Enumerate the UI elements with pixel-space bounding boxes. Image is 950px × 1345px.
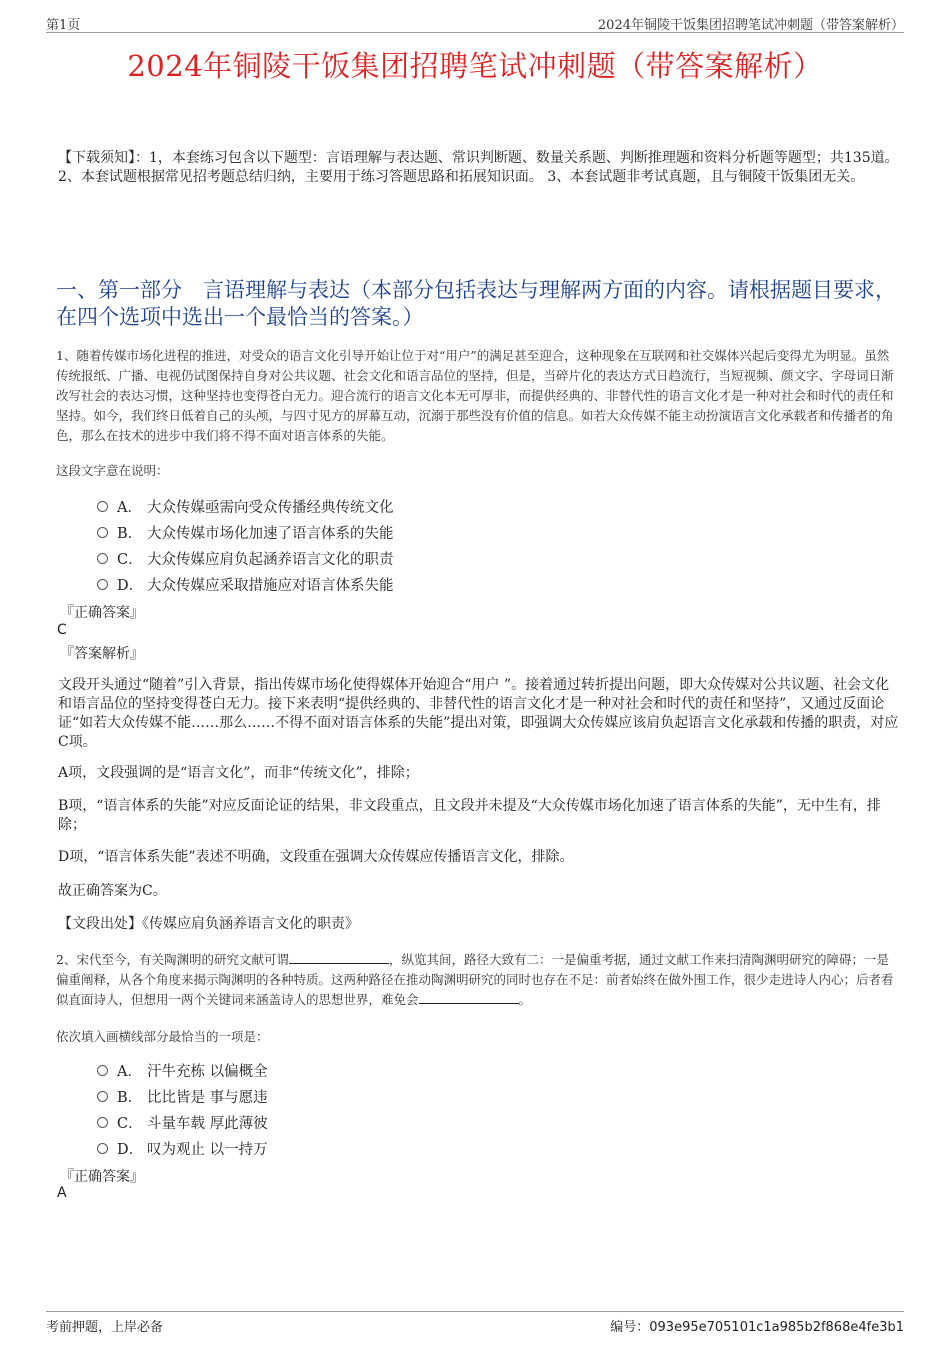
- analysis-paragraph: 文段开头通过“随着”引入背景，指出传媒市场化使得媒体开始迎合“用户 ”。接着通过转折提出问题，即大众传媒对公共议题、社会文化和语言品位的坚持变得苍白无力。接下来表明“提供经典的、非替代性的语言文化才是一种对社会和时代的责任和坚持”，又通过反面论证“如若大众传媒不能……那么……不得不面对语言体系的失能”提出对策，即强调大众传媒应该肩负起语言文化承载和传播的职责，对应C项。: [58, 677, 899, 750]
- option-d[interactable]: D． 大众传媒应采取措施应对语言体系失能: [97, 571, 394, 597]
- option-c[interactable]: C． 大众传媒应肩负起涵养语言文化的职责: [97, 545, 394, 571]
- document-code: 编号：093e95e705101c1a985b2f868e4fe3b1: [610, 1320, 904, 1335]
- section-heading: 一、第一部分 言语理解与表达（本部分包括表达与理解两方面的内容。请根据题目要求，在四个选项中选出一个最恰当的答案。）: [56, 278, 896, 329]
- option-b[interactable]: B． 比比皆是 事与愿违: [97, 1083, 268, 1109]
- analysis-label: 『答案解析』: [60, 646, 144, 662]
- fill-blank: [419, 991, 519, 1004]
- radio-icon[interactable]: [97, 553, 108, 564]
- analysis-paragraph: A项，文段强调的是“语言文化”，而非“传统文化”，排除；: [58, 765, 419, 781]
- option-b[interactable]: B． 大众传媒市场化加速了语言体系的失能: [97, 519, 394, 545]
- source-note: 【文段出处】《传媒应肩负涵养语言文化的职责》: [58, 916, 359, 932]
- download-notice: 【下载须知】：1，本套练习包含以下题型：言语理解与表达题、常识判断题、数量关系题、判断推理题和资料分析题等题型；共135道。 2、本套试题根据常见招考题总结归纳，主要用于练习答题思路和拓展知识面。 3、本套试题非考试真题，且与铜陵干饭集团无关。: [58, 150, 899, 185]
- radio-icon[interactable]: [97, 1143, 108, 1154]
- answer-value: A: [57, 1185, 67, 1201]
- radio-icon[interactable]: [97, 527, 108, 538]
- answer-label: 『正确答案』: [60, 605, 144, 621]
- option-c[interactable]: C． 斗量车载 厚此薄彼: [97, 1109, 268, 1135]
- page-header: [46, 12, 904, 33]
- option-a[interactable]: A． 大众传媒亟需向受众传播经典传统文化: [97, 493, 394, 519]
- radio-icon[interactable]: [97, 501, 108, 512]
- radio-icon[interactable]: [97, 1117, 108, 1128]
- radio-icon[interactable]: [97, 579, 108, 590]
- question-2-text: 2、宋代至今，有关陶渊明的研究文献可谓 ，纵览其间，路径大致有二：一是偏重考据，通过文献工作来扫清陶渊明研究的障碍；一是偏重阐释，从各个角度来揭示陶渊明的各种特质。这两种路径在推动陶渊明研究的同时也存在不足：前者始终在做外围工作，很少走进诗人内心；后者看似直面诗人，但想用一两个关键词来涵盖诗人的思想世界，难免会 。: [56, 952, 894, 1007]
- question-2-prompt: 依次填入画横线部分最恰当的一项是：: [56, 1029, 269, 1044]
- footer-slogan: 考前押题，上岸必备: [46, 1320, 164, 1335]
- answer-value: C: [57, 622, 67, 638]
- analysis-paragraph: B项，“语言体系的失能”对应反面论证的结果，非文段重点，且文段并未提及“大众传媒市场化加速了语言体系的失能”，无中生有，排除；: [58, 798, 881, 833]
- document-title: 2024年铜陵干饭集团招聘笔试冲刺题（带答案解析）: [127, 49, 823, 83]
- analysis-paragraph: D项，“语言体系失能”表述不明确，文段重在强调大众传媒应传播语言文化，排除。: [58, 849, 574, 865]
- fill-blank: [289, 951, 389, 964]
- question-2-options: [97, 1057, 268, 1161]
- question-1-text: 1、随着传媒市场化进程的推进，对受众的语言文化引导开始让位于对“用户”的满足甚至迎合，这种现象在互联网和社交媒体兴起后变得尤为明显。虽然传统报纸、广播、电视仍试图保持自身对公共议题、社会文化和语言品位的坚持，但是，当碎片化的表达方式日趋流行，当短视频、颜文字、字母词日渐改写社会的表达习惯，这种坚持也变得苍白无力。迎合流行的语言文化本无可厚非，而提供经典的、非替代性的语言文化才是一种对社会和时代的责任和坚持。如今，我们终日低着自己的头颅，与四寸见方的屏幕互动，沉溺于那些没有价值的信息。如若大众传媒不能主动扮演语言文化承载者和传播者的角色，那么在技术的进步中我们将不得不面对语言体系的失能。: [56, 348, 894, 443]
- page-number: 第1页: [46, 18, 81, 33]
- option-d[interactable]: D． 叹为观止 以一持万: [97, 1135, 268, 1161]
- question-1-prompt: 这段文字意在说明：: [56, 463, 169, 478]
- option-a[interactable]: A． 汗牛充栋 以偏概全: [97, 1057, 268, 1083]
- page-footer: [46, 1311, 904, 1335]
- header-doc-title: 2024年铜陵干饭集团招聘笔试冲刺题（带答案解析）: [597, 18, 904, 33]
- radio-icon[interactable]: [97, 1091, 108, 1102]
- answer-label: 『正确答案』: [60, 1169, 144, 1185]
- radio-icon[interactable]: [97, 1065, 108, 1076]
- analysis-paragraph: 故正确答案为C。: [58, 883, 167, 899]
- question-1-options: [97, 493, 394, 597]
